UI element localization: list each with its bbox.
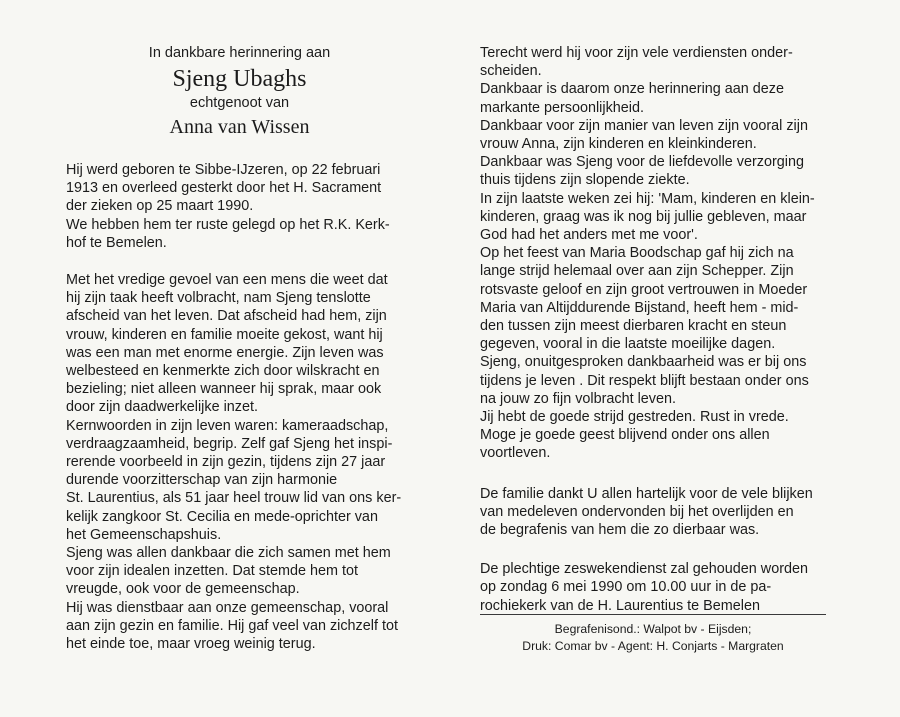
credits bbox=[480, 621, 826, 655]
paragraph bbox=[480, 353, 832, 408]
text-line: rochiekerk van de H. Laurentius te Bemelen bbox=[480, 597, 760, 614]
text-line: Hij werd geboren te Sibbe-IJzeren, op 22 februari bbox=[66, 162, 381, 178]
text-line: den tussen zijn meest dierbaren kracht en steun bbox=[480, 318, 787, 335]
text-line: 1913 en overleed gesterkt door het H. Sacrament bbox=[66, 180, 382, 197]
text-line: verdraagzaamheid, begrip. Zelf gaf Sjeng het inspi- bbox=[66, 435, 393, 452]
spouse-name: Anna van Wissen bbox=[169, 116, 310, 138]
deceased-name: Sjeng Ubaghs bbox=[172, 66, 307, 92]
paragraph bbox=[66, 271, 413, 417]
text-line: markante persoonlijkheid. bbox=[480, 99, 644, 116]
text-line: In zijn laatste weken zei hij: 'Mam, kinderen en klein- bbox=[480, 190, 815, 207]
text-line: vrouw Anna, zijn kinderen en kleinkinderen. bbox=[480, 136, 757, 153]
divider bbox=[480, 614, 826, 615]
text-line: Dankbaar is daarom onze herinnering aan deze bbox=[480, 81, 784, 98]
text-line: op zondag 6 mei 1990 om 10.00 uur in de pa- bbox=[480, 579, 772, 596]
paragraph bbox=[480, 485, 832, 540]
text-line: Op het feest van Maria Boodschap gaf hij zich na bbox=[480, 245, 794, 262]
text-line: der zieken op 25 maart 1990. bbox=[66, 198, 254, 215]
text-line: Dankbaar was Sjeng voor de liefdevolle verzorging bbox=[480, 154, 804, 171]
text-line: De familie dankt U allen hartelijk voor de vele blijken bbox=[480, 485, 813, 502]
text-line: voortleven. bbox=[480, 445, 551, 462]
text-line: vreugde, ook voor de gemeenschap. bbox=[66, 581, 300, 598]
text-line: Sjeng, onuitgesproken dankbaarheid was er bij ons bbox=[480, 354, 807, 371]
text-line: bezieling; niet alleen wanneer hij sprak, maar ook bbox=[66, 381, 382, 398]
text-line: lange strijd helemaal over aan zijn Schepper. Zijn bbox=[480, 263, 794, 280]
text-line: hij zijn taak heeft volbracht, nam Sjeng tenslotte bbox=[66, 290, 371, 307]
text-line: tijdens je leven . Dit respekt blijft bestaan onder ons bbox=[480, 372, 809, 389]
left-column bbox=[66, 44, 413, 653]
text-line: van medeleven ondervonden bij het overlijden en bbox=[480, 503, 794, 520]
text-line: voor zijn idealen inzetten. Dat stemde hem tot bbox=[66, 563, 358, 580]
paragraph bbox=[480, 44, 832, 80]
text-line: De plechtige zeswekendienst zal gehouden worden bbox=[480, 561, 809, 578]
paragraph bbox=[66, 417, 413, 490]
text-line: door zijn daadwerkelijke inzet. bbox=[66, 399, 258, 416]
text-line: de begrafenis van hem die zo dierbaar was. bbox=[480, 522, 760, 539]
text-line: Jij hebt de goede strijd gestreden. Rust in vrede. bbox=[480, 409, 789, 426]
text-line: kelijk zangkoor St. Cecilia en mede-oprichter van bbox=[66, 508, 378, 525]
text-line: welbesteed en kenmerkte zich door wilskracht en bbox=[66, 363, 380, 380]
paragraph bbox=[480, 244, 832, 353]
paragraph bbox=[480, 117, 832, 153]
paragraph bbox=[480, 426, 832, 462]
spouse-of-text: echtgenoot van bbox=[189, 95, 290, 111]
text-line: afscheid van het leven. Dat afscheid had hem, zijn bbox=[66, 308, 387, 325]
paragraph bbox=[480, 190, 832, 245]
text-line: Moge je goede geest blijvend onder ons allen bbox=[480, 427, 770, 444]
text-line: Kernwoorden in zijn leven waren: kameraadschap, bbox=[66, 417, 389, 434]
text-line: Maria van Altijddurende Bijstand, heeft hem - mid- bbox=[480, 299, 799, 316]
printer-credit: Druk: Comar bv - Agent: H. Conjarts - Margraten bbox=[522, 639, 784, 653]
text-line: het Gemeenschapshuis. bbox=[66, 526, 222, 543]
text-line: het einde toe, maar vroeg weinig terug. bbox=[66, 636, 316, 653]
text-line: St. Laurentius, als 51 jaar heel trouw lid van ons ker- bbox=[66, 490, 402, 507]
text-line: aan zijn gezin en familie. Hij gaf veel van zichzelf tot bbox=[66, 617, 398, 634]
paragraph bbox=[66, 489, 413, 544]
header bbox=[66, 44, 413, 140]
intro-text: In dankbare herinnering aan bbox=[148, 45, 331, 61]
paragraph bbox=[480, 153, 832, 189]
text-line: na jouw zo fijn volbracht leven. bbox=[480, 390, 676, 407]
paragraph bbox=[480, 560, 832, 615]
paragraph bbox=[66, 216, 413, 252]
text-line: God had het anders met me voor'. bbox=[480, 227, 698, 244]
text-line: Dankbaar voor zijn manier van leven zijn vooral zijn bbox=[480, 117, 808, 134]
paragraph bbox=[66, 544, 413, 599]
funeral-director-credit: Begrafenisond.: Walpot bv - Eijsden; bbox=[554, 622, 752, 636]
text-line: Terecht werd hij voor zijn vele verdiensten onder- bbox=[480, 45, 793, 61]
paragraph bbox=[66, 599, 413, 654]
text-line: gegeven, vooral in die laatste moeilijke dagen. bbox=[480, 336, 776, 353]
paragraph bbox=[480, 80, 832, 116]
text-line: hof te Bemelen. bbox=[66, 234, 167, 251]
text-line: We hebben hem ter ruste gelegd op het R.K. Kerk- bbox=[66, 216, 390, 233]
text-line: rerende voorbeeld in zijn gezin, tijdens zijn 27 jaar bbox=[66, 454, 386, 471]
text-line: Met het vredige gevoel van een mens die weet dat bbox=[66, 272, 388, 289]
text-line: rotsvaste geloof en zijn groot vertrouwen in Moeder bbox=[480, 281, 808, 298]
text-line: was een man met enorme energie. Zijn leven was bbox=[66, 344, 384, 361]
right-column bbox=[480, 44, 832, 615]
text-line: kinderen, graag was ik nog bij jullie gebleven, maar bbox=[480, 208, 807, 225]
paragraph bbox=[66, 161, 413, 216]
text-line: scheiden. bbox=[480, 63, 542, 80]
text-line: vrouw, kinderen en familie moeite gekost, want hij bbox=[66, 326, 383, 343]
text-line: Sjeng was allen dankbaar die zich samen met hem bbox=[66, 545, 391, 562]
paragraph bbox=[480, 408, 832, 426]
text-line: Hij was dienstbaar aan onze gemeenschap, vooral bbox=[66, 599, 389, 616]
text-line: thuis tijdens zijn slopende ziekte. bbox=[480, 172, 690, 189]
text-line: durende voorzitterschap van zijn harmonie bbox=[66, 472, 338, 489]
